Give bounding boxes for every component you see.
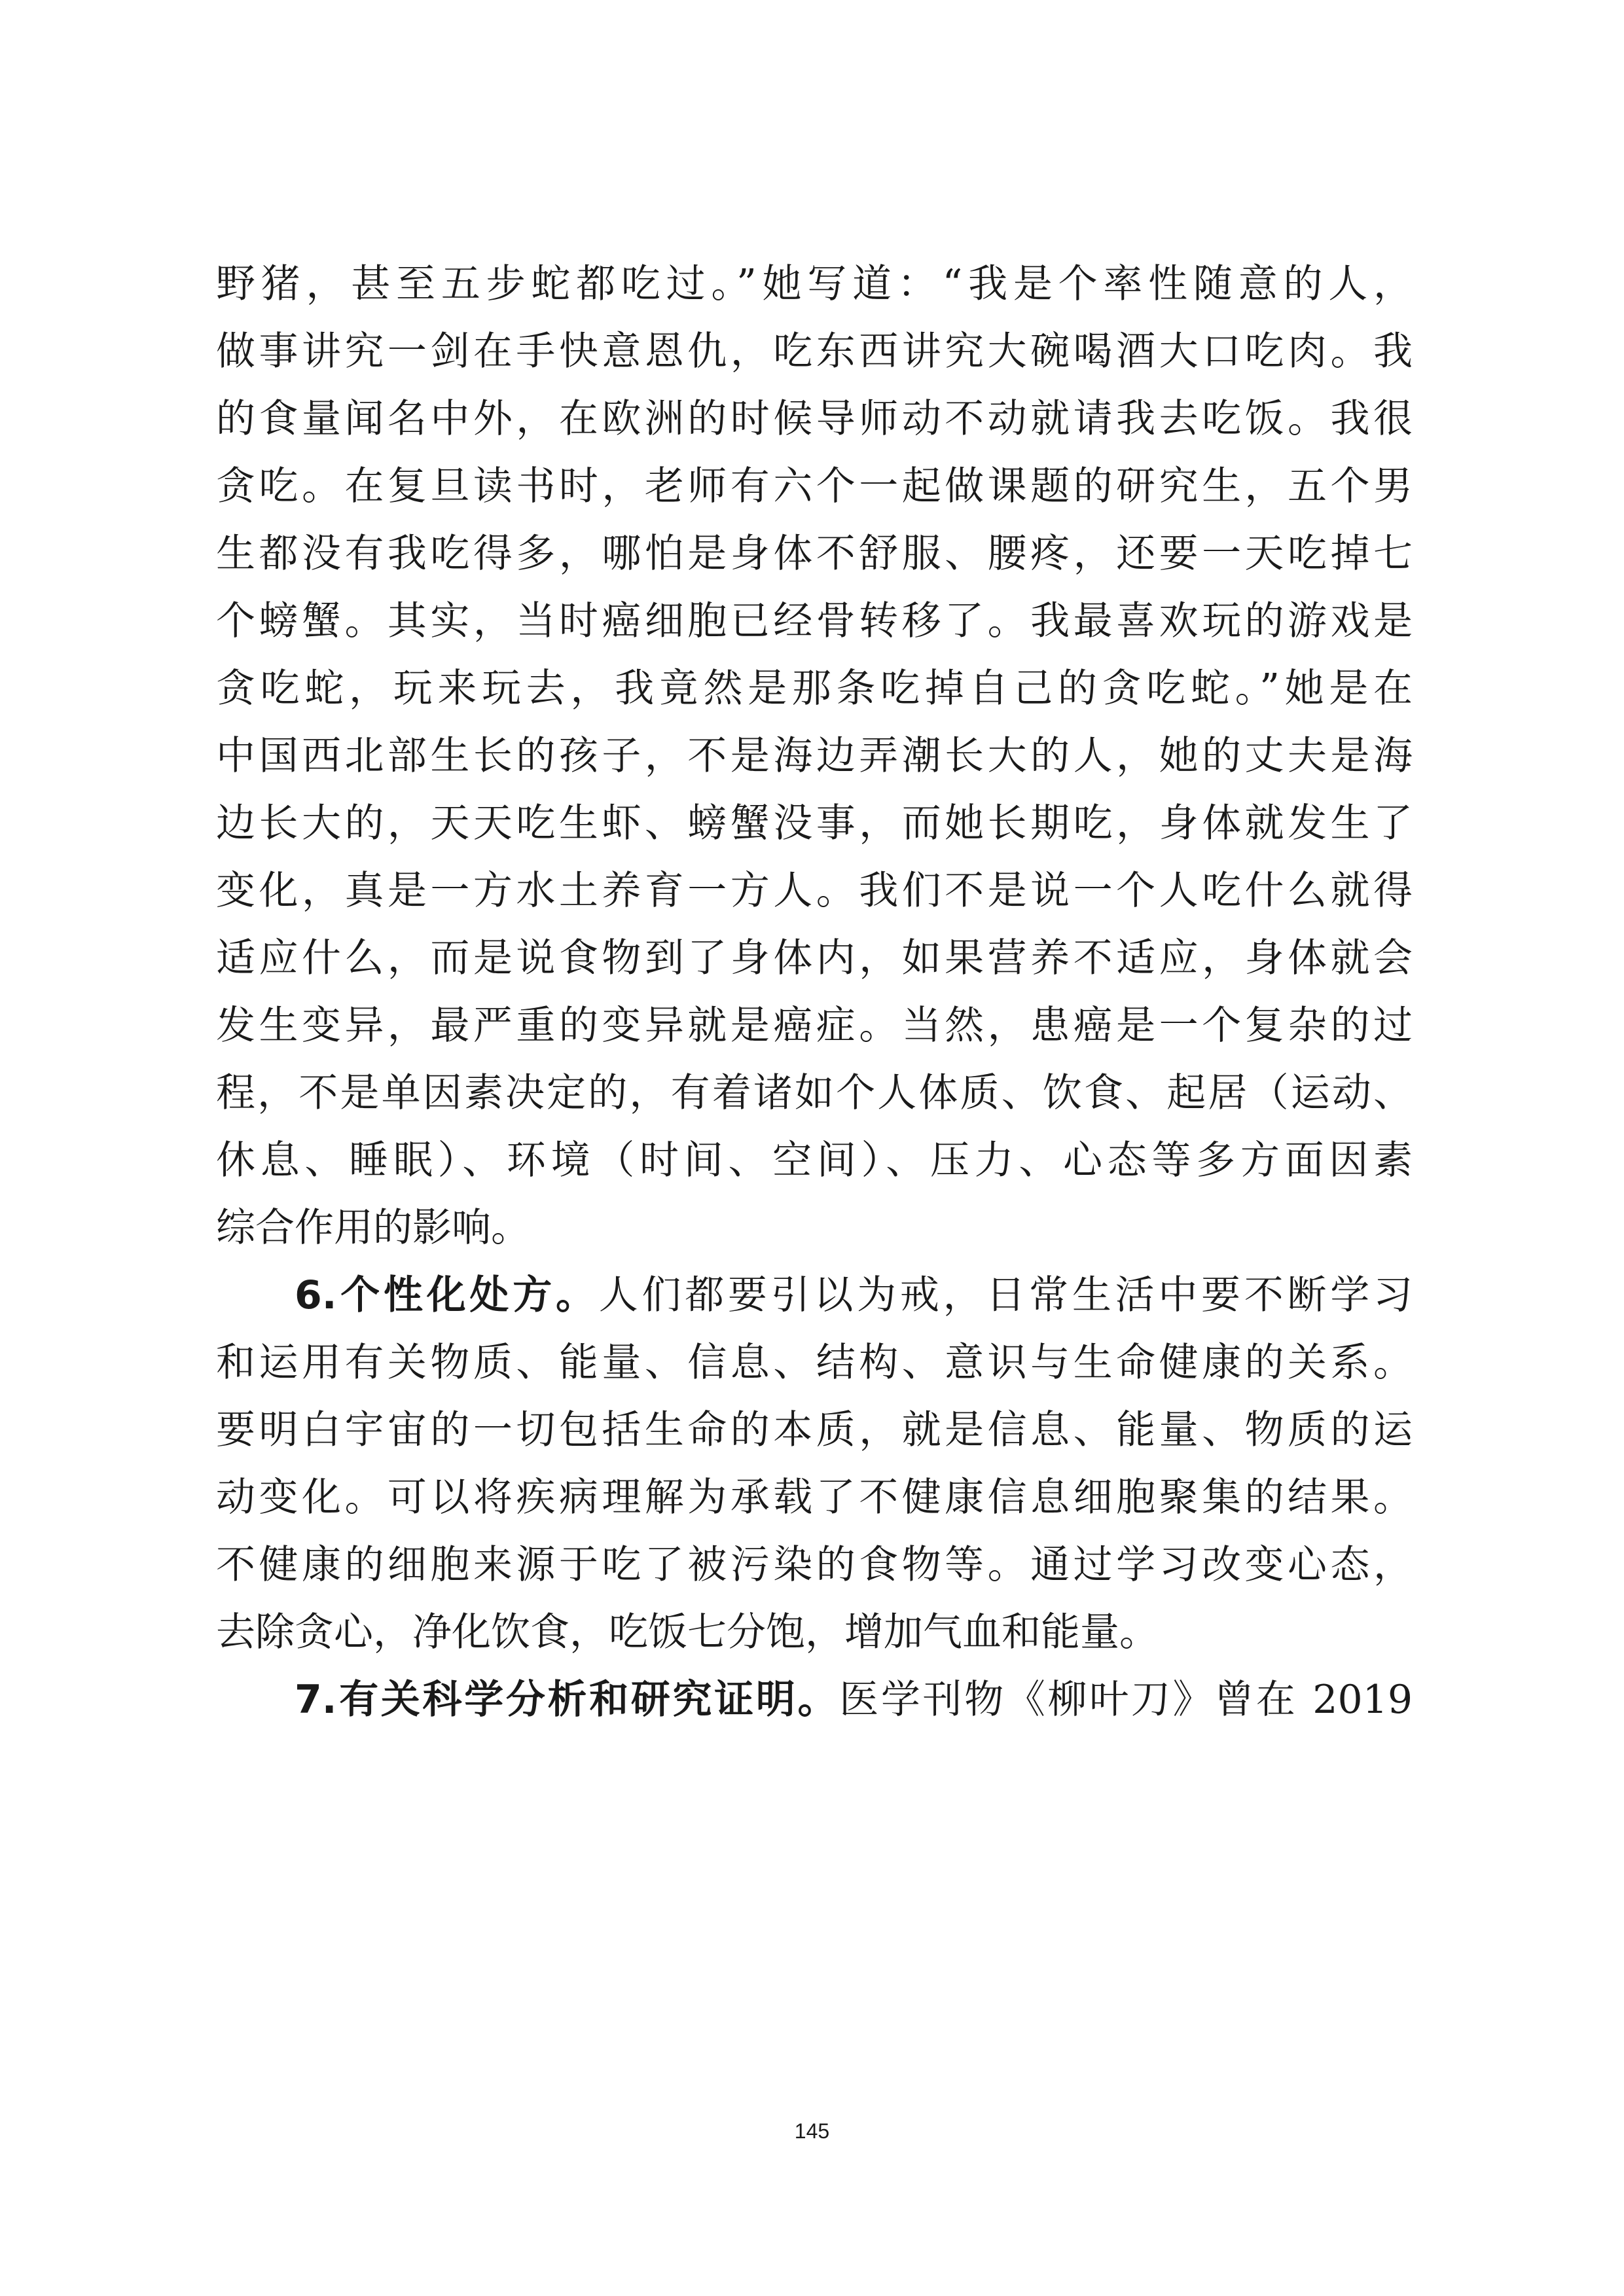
section-6-heading: 6.个性化处方。 (295, 1272, 599, 1318)
paragraph-1-line-11: 适应什么，而是说食物到了身体内，如果营养不适应，身体就会 (216, 935, 1413, 981)
section-6-line-1 (216, 1262, 1413, 1329)
section-6-line-6: 去除贪心，净化饮食，吃饭七分饱，增加气血和能量。 (216, 1609, 1159, 1655)
section-6-line-4: 动变化。可以将疾病理解为承载了不健康信息细胞聚集的结果。 (216, 1475, 1413, 1520)
paragraph-1-line-12: 发生变异，最严重的变异就是癌症。当然，患癌是一个复杂的过 (216, 1003, 1413, 1049)
paragraph-1-line-6: 个螃蟹。其实，当时癌细胞已经骨转移了。我最喜欢玩的游戏是 (216, 598, 1413, 644)
page-number: 145 (794, 2119, 830, 2143)
section-7-line-1 (216, 1666, 1413, 1734)
paragraph-1-line-7: 贪吃蛇，玩来玩去，我竟然是那条吃掉自己的贪吃蛇。”她是在 (216, 666, 1413, 711)
section-6-first-line: 人们都要引以为戒，日常生活中要不断学习 (598, 1272, 1413, 1318)
section-7-heading: 7.有关科学分析和研究证明。 (295, 1677, 840, 1723)
section-7-first-line: 医学刊物《柳叶刀》曾在 2019 (839, 1677, 1413, 1723)
paragraph-1-line-1: 野猪，甚至五步蛇都吃过。”她写道：“我是个率性随意的人， (216, 261, 1413, 307)
paragraph-1-line-8: 中国西北部生长的孩子，不是海边弄潮长大的人，她的丈夫是海 (216, 733, 1413, 779)
section-6-line-5: 不健康的细胞来源于吃了被污染的食物等。通过学习改变心态， (216, 1542, 1413, 1588)
section-6-line-2: 和运用有关物质、能量、信息、结构、意识与生命健康的关系。 (216, 1340, 1413, 1386)
paragraph-1-line-2: 做事讲究一剑在手快意恩仇，吃东西讲究大碗喝酒大口吃肉。我 (216, 329, 1413, 374)
paragraph-1-line-4: 贪吃。在复旦读书时，老师有六个一起做课题的研究生，五个男 (216, 463, 1413, 509)
paragraph-1-line-10: 变化，真是一方水土养育一方人。我们不是说一个人吃什么就得 (216, 868, 1413, 914)
paragraph-1-line-15: 综合作用的影响。 (216, 1205, 530, 1251)
paragraph-1-line-5: 生都没有我吃得多，哪怕是身体不舒服、腰疼，还要一天吃掉七 (216, 531, 1413, 577)
paragraph-1-line-13: 程，不是单因素决定的，有着诸如个人体质、饮食、起居（运动、 (216, 1070, 1413, 1116)
paragraph-1-line-3: 的食量闻名中外，在欧洲的时候导师动不动就请我去吃饭。我很 (216, 396, 1413, 442)
paragraph-1-line-14: 休息、睡眠）、环境（时间、空间）、压力、心态等多方面因素 (216, 1138, 1413, 1183)
section-6-line-3: 要明白宇宙的一切包括生命的本质，就是信息、能量、物质的运 (216, 1407, 1413, 1453)
paragraph-1-line-9: 边长大的，天天吃生虾、螃蟹没事，而她长期吃，身体就发生了 (216, 800, 1413, 846)
body-text (216, 251, 1413, 1734)
